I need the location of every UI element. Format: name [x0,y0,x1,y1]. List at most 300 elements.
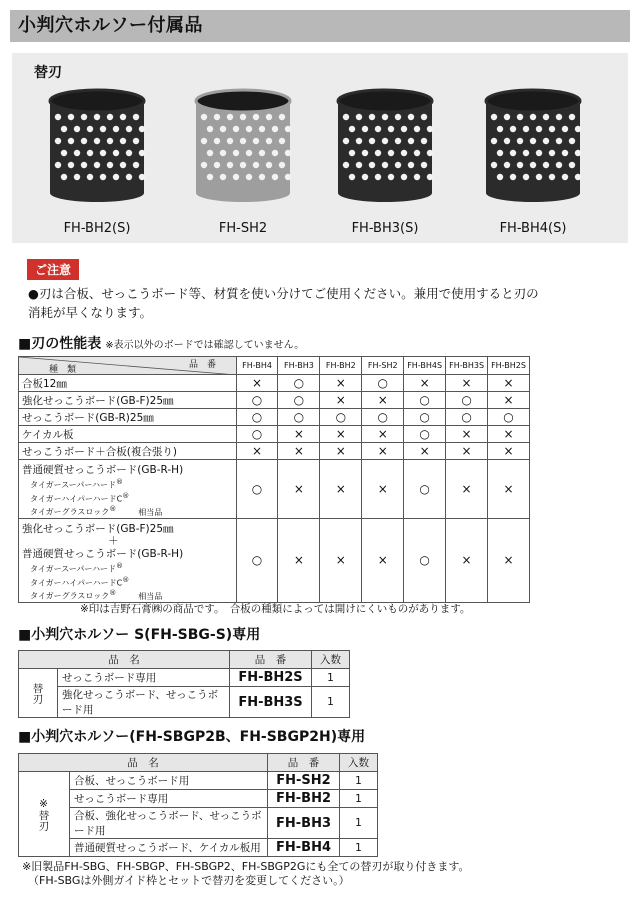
footnote-line: （FH-SBGは外側ガイド枠とセットで替刃を変更してください。） [28,874,350,887]
blade-hole [549,150,555,156]
blade-hole [55,114,61,120]
blade-hole [233,174,239,180]
blade-hole [126,126,132,132]
mark-cell: ○ [404,409,446,426]
blade-hole [214,162,220,168]
blade-hole [55,162,61,168]
blade-hole [530,162,536,168]
blade-hole [120,162,126,168]
blade-hole [536,126,542,132]
part-name: 合板、強化せっこうボード、せっこうボード用 [70,808,268,839]
blade-hole [349,150,355,156]
blade-image-bh3s [330,87,440,207]
blade-hole [266,138,272,144]
mark-cell: × [488,460,530,519]
part-name: 合板、せっこうボード用 [70,772,268,790]
blade-hole [220,150,226,156]
combo-line2: 普通硬質せっこうボード(GB-R-H) [22,547,184,560]
row-name: 合板12㎜ [19,375,237,392]
mark-cell: ○ [278,409,320,426]
blade-hole [375,174,381,180]
code-header: FH-BH2 [320,357,362,375]
blade-hole [201,162,207,168]
blade-hole [362,126,368,132]
mark-cell: × [278,518,320,602]
registered-mark: ® [122,491,130,500]
blade-hole [61,150,67,156]
mark-cell: ○ [362,375,404,392]
table-row [19,839,378,857]
part-name: 普通硬質せっこうボード、ケイカル板用 [70,839,268,857]
blade-hole [575,126,581,132]
code-header: FH-BH4 [236,357,278,375]
blade-hole [388,126,394,132]
blade-hole [556,138,562,144]
blade-image-bh2s [42,87,152,207]
notice-tag: ご注意 [27,259,79,280]
blade-hole [246,126,252,132]
row-name: ケイカル板 [19,426,237,443]
brand-name [30,477,233,491]
blade-hole [74,126,80,132]
code-header: FH-BH3 [278,357,320,375]
mark-cell: × [236,443,278,460]
brand-text: タイガーハイパーハードC [30,578,123,588]
mark-cell: ○ [362,409,404,426]
brand-name [30,491,233,505]
blade-hole [139,126,145,132]
code-label: 品 番 [189,360,217,370]
side-label: ※替刃 [19,772,70,857]
col-code: 品 番 [230,651,312,669]
blade-hole [427,174,433,180]
blade-caption: FH-BH3(S) [351,221,419,236]
blade-hole [375,126,381,132]
blade-hole [569,162,575,168]
mark-cell: × [362,392,404,409]
table-row [19,518,530,602]
mark-cell: × [446,518,488,602]
blade-hole [401,174,407,180]
blade-hole [285,126,291,132]
mark-cell: × [320,426,362,443]
mark-cell: ○ [488,409,530,426]
mark-cell: × [320,460,362,519]
blade-caption: FH-BH4(S) [499,221,567,236]
combo-line1: 強化せっこうボード(GB-F)25㎜ [22,522,174,535]
blade-hole [87,126,93,132]
table-row [19,409,530,426]
blade-hole [81,114,87,120]
table-row [19,443,530,460]
performance-heading-text: ■刃の性能表 [18,336,102,352]
blade-hole [369,138,375,144]
mark-cell: × [488,443,530,460]
mark-cell: × [320,375,362,392]
blade-hole [285,174,291,180]
blade-hole [207,150,213,156]
blade-hole [536,150,542,156]
blade-hole [100,150,106,156]
mark-cell: ○ [404,392,446,409]
blade-hole [510,174,516,180]
blade-hole [120,138,126,144]
blade-hole [414,174,420,180]
mark-cell: ○ [236,518,278,602]
blade-hole [510,150,516,156]
blade-hole [87,150,93,156]
blade-hole [113,126,119,132]
blade-hole [266,114,272,120]
blade-hole [246,150,252,156]
row-name: せっこうボード＋合板(複合張り) [19,443,237,460]
performance-table [18,356,530,603]
blade-hole [356,162,362,168]
blade-hole [68,138,74,144]
blade-hole [510,126,516,132]
col-qty: 入数 [340,754,378,772]
table-row [19,426,530,443]
row-name: せっこうボード(GB-R)25㎜ [19,409,237,426]
mark-cell: × [320,443,362,460]
blade-hole [253,162,259,168]
section-s-heading: ■小判穴ホルソー S(FH-SBG-S)専用 [18,627,261,643]
page-title: 小判穴ホルソー付属品 [10,10,630,42]
blade-hole [388,150,394,156]
blade-hole [556,114,562,120]
mark-cell: ○ [446,392,488,409]
blade-hole [530,138,536,144]
blade-hole [81,138,87,144]
blade-hole [343,162,349,168]
part-code: FH-BH2 [268,790,340,808]
code-header: FH-SH2 [362,357,404,375]
blade-hole [240,114,246,120]
mark-cell: × [488,518,530,602]
mark-cell: × [320,518,362,602]
part-qty: 1 [312,669,350,687]
table-row [19,772,378,790]
blade-rim [486,90,580,112]
blade-hole [266,162,272,168]
blade-hole [259,150,265,156]
blade-hole [530,114,536,120]
registered-mark: ® [116,478,123,486]
blade-rim [338,90,432,112]
blade-hole [55,138,61,144]
blade-hole [207,126,213,132]
col-name: 品 名 [19,651,230,669]
blade-hole [543,162,549,168]
blade-hole [68,162,74,168]
blade-hole [517,138,523,144]
blade-hole [214,138,220,144]
mark-cell: × [320,392,362,409]
table-row [19,790,378,808]
blade-hole [349,126,355,132]
blade-hole [408,114,414,120]
blade-hole [214,114,220,120]
blade-hole [61,174,67,180]
blade-hole [133,162,139,168]
part-name: 強化せっこうボード、せっこうボード用 [58,687,230,718]
combo-plus: ＋ [108,534,119,547]
blade-hole [356,138,362,144]
blade-hole [401,126,407,132]
blade-hole [543,114,549,120]
blade-hole [279,114,285,120]
mark-cell: × [236,375,278,392]
section-p-heading: ■小判穴ホルソー(FH-SBGP2B、FH-SBGP2H)専用 [18,729,366,745]
mark-cell: ○ [320,409,362,426]
blade-hole [240,162,246,168]
blade-hole [107,138,113,144]
blade-hole [126,150,132,156]
mark-cell: × [362,443,404,460]
blade-hole [356,114,362,120]
blade-hole [74,174,80,180]
performance-footnote: ※印は吉野石膏㈱の商品です。 合板の種類によっては開けにくいものがあります。 [80,603,471,615]
blade-hole [427,150,433,156]
blade-hole [233,126,239,132]
part-qty: 1 [340,808,378,839]
blade-hole [421,114,427,120]
blade-hole [107,114,113,120]
blade-image-bh4s [478,87,588,207]
mark-cell: × [446,443,488,460]
blade-rim [50,90,144,112]
mark-cell: × [446,426,488,443]
blade-hole [100,174,106,180]
table-row [19,808,378,839]
blade-hole [343,138,349,144]
blade-hole [414,150,420,156]
blade-caption: FH-SH2 [218,221,268,236]
blade-hole [523,126,529,132]
blade-image-sh2 [188,87,298,207]
blade-hole [220,174,226,180]
mark-cell: ○ [404,518,446,602]
blade-hole [375,150,381,156]
blade-hole [497,150,503,156]
brand-text: タイガーグラスロック [30,591,110,601]
mark-cell: × [404,443,446,460]
part-code: FH-BH4 [268,839,340,857]
hard-board-name: 普通硬質せっこうボード(GB-R-H) [22,464,184,476]
part-code: FH-BH2S [230,669,312,687]
blade-hole [395,138,401,144]
registered-mark: ® [116,561,123,570]
blade-hole [388,174,394,180]
brand-name [30,575,233,589]
blade-hole [517,114,523,120]
blade-hole [562,126,568,132]
mark-cell: ○ [278,392,320,409]
blade-hole [369,162,375,168]
brand-text: タイガーグラスロック [30,507,110,517]
section-s-table [18,650,350,718]
row-name: 強化せっこうボード(GB-F)25㎜ [19,392,237,409]
blade-hole [395,114,401,120]
blade-hole [523,174,529,180]
blade-hole [74,150,80,156]
col-name: 品 名 [19,754,268,772]
blade-hole [382,138,388,144]
blade-hole [491,162,497,168]
blade-hole [543,138,549,144]
mark-cell: ○ [278,375,320,392]
brand-text: タイガーハイパーハードC [30,494,123,504]
blade-hole [100,126,106,132]
blade-hole [107,162,113,168]
blade-hole [427,126,433,132]
mark-cell: ○ [404,460,446,519]
blade-hole [504,138,510,144]
blade-hole [253,138,259,144]
part-code: FH-BH3S [230,687,312,718]
part-qty: 1 [340,772,378,790]
mark-cell: ○ [236,392,278,409]
type-label: 種 類 [49,365,77,375]
blade-hole [575,174,581,180]
mark-cell: × [404,375,446,392]
blade-hole [126,174,132,180]
blade-hole [517,162,523,168]
notice-text: ●刃は合板、せっこうボード等、材質を使い分けてご使用ください。兼用で使用すると刃の消耗が早くなります。 [28,286,539,320]
blade-hole [227,162,233,168]
blade-hole [94,138,100,144]
mark-cell: × [488,375,530,392]
blade-hole [246,174,252,180]
blade-hole [382,114,388,120]
side-label: 替刃 [19,669,58,718]
table-row [19,687,350,718]
blade-hole [408,138,414,144]
blade-hole [497,126,503,132]
blade-hole [233,150,239,156]
blade-hole [575,150,581,156]
table-row [19,460,530,519]
blade-base [338,184,432,202]
blade-hole [556,162,562,168]
blade-hole [285,150,291,156]
blade-hole [201,138,207,144]
mark-cell: × [362,518,404,602]
brand-text: タイガースーパーハード [30,564,116,574]
blade-hole [421,162,427,168]
blade-hole [562,174,568,180]
blade-hole [253,114,259,120]
mark-cell: × [278,426,320,443]
mark-cell: × [446,375,488,392]
part-code: FH-BH3 [268,808,340,839]
mark-cell: ○ [236,426,278,443]
blade-hole [220,126,226,132]
table-corner [19,357,237,375]
blade-hole [536,174,542,180]
part-qty: 1 [340,839,378,857]
blade-hole [549,126,555,132]
blade-base [50,184,144,202]
brand-text: タイガースーパーハード [30,480,116,490]
blade-hole [562,150,568,156]
mark-cell: ○ [404,426,446,443]
blade-hole [61,126,67,132]
row-name-hard [19,460,237,519]
blade-base [196,184,290,202]
blade-hole [491,114,497,120]
blade-hole [414,126,420,132]
mark-cell: × [362,426,404,443]
blade-hole [94,114,100,120]
blade-rim [196,90,290,112]
part-name: せっこうボード専用 [70,790,268,808]
blade-hole [133,114,139,120]
blade-hole [279,138,285,144]
blade-hole [240,138,246,144]
blade-hole [382,162,388,168]
blade-hole [272,150,278,156]
section-p-table [18,753,378,857]
blade-hole [497,174,503,180]
registered-mark: ® [109,589,117,598]
part-code: FH-SH2 [268,772,340,790]
registered-mark: ® [109,505,117,514]
brand-name [30,561,233,575]
table-row [19,375,530,392]
blade-base [486,184,580,202]
mark-cell: × [446,460,488,519]
equiv-label: 相当品 [138,591,163,601]
mark-cell: × [278,443,320,460]
blade-hole [362,174,368,180]
blade-hole [113,150,119,156]
blade-hole [94,162,100,168]
part-qty: 1 [312,687,350,718]
blade-hole [139,174,145,180]
blade-hole [569,138,575,144]
blade-hole [549,174,555,180]
blade-hole [362,150,368,156]
brand-name [30,504,233,518]
photo-label: 替刃 [34,65,62,81]
blade-hole [408,162,414,168]
code-header: FH-BH2S [488,357,530,375]
mark-cell: × [362,460,404,519]
blade-hole [207,174,213,180]
brand-name [30,588,233,602]
blade-hole [523,150,529,156]
blade-hole [81,162,87,168]
col-code: 品 番 [268,754,340,772]
col-qty: 入数 [312,651,350,669]
blade-hole [395,162,401,168]
blade-hole [569,114,575,120]
blade-caption: FH-BH2(S) [63,221,131,236]
blade-hole [227,114,233,120]
performance-subnote: ※表示以外のボードでは確認していません。 [105,340,305,351]
part-qty: 1 [340,790,378,808]
mark-cell: × [488,426,530,443]
blade-hole [279,162,285,168]
blade-hole [133,138,139,144]
blade-hole [227,138,233,144]
mark-cell: ○ [236,460,278,519]
row-name-combo [19,518,237,602]
blade-hole [369,114,375,120]
blade-hole [87,174,93,180]
blade-hole [504,162,510,168]
